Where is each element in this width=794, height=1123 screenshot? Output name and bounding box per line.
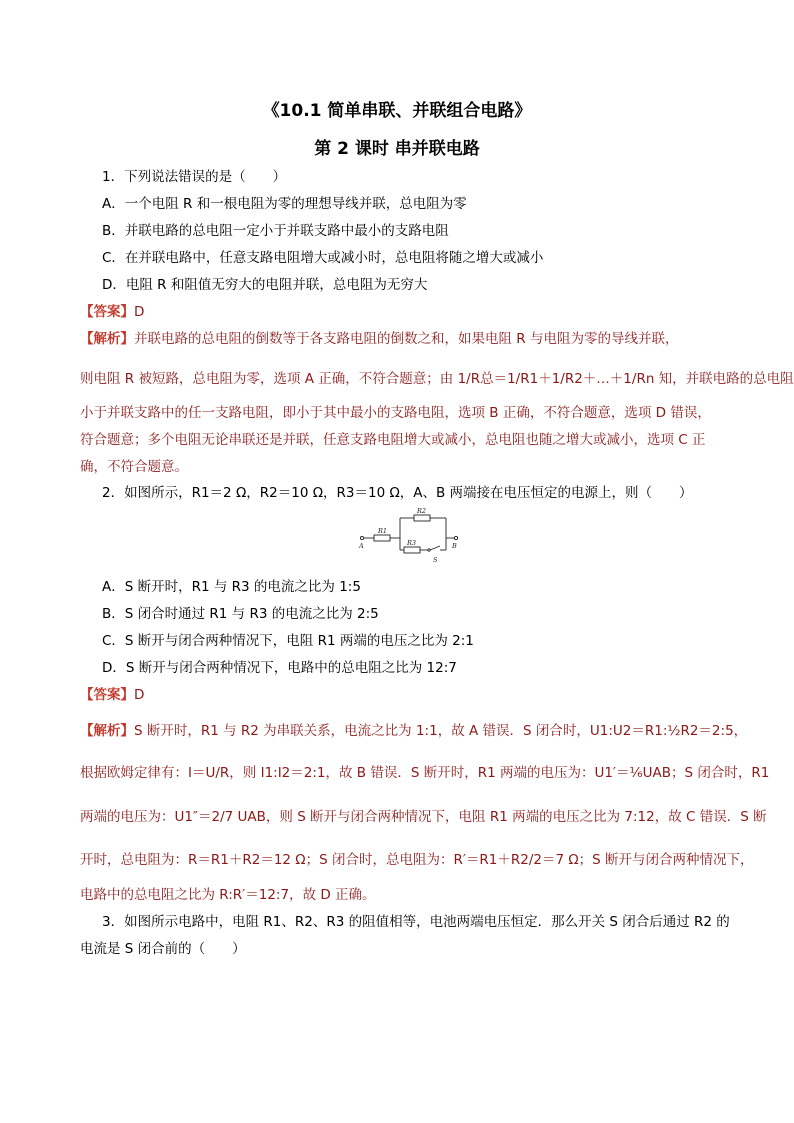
explanation-text: S 断开时，R1 与 R2 为串联关系，电流之比为 1:1，故 A 错误．S 闭合时，U1:U2＝R1:½R2＝2:5，: [134, 723, 748, 739]
explanation-text: 并联电路的总电阻的倒数等于各支路电阻的倒数之和，如果电阻 R 与电阻为零的导线并联，: [134, 331, 679, 347]
q1-stem: 1．下列说法错误的是（ ）: [102, 169, 287, 185]
q2-explanation-line-3: 两端的电压为：U1″＝2/7 UAB，则 S 断开与闭合两种情况下，电阻 R1 两端的电压之比为 7:12，故 C 错误．S 断: [80, 809, 767, 825]
q3-stem-line-2: 电流是 S 闭合前的（ ）: [80, 941, 246, 957]
q2-explanation-line-4: 开时，总电阻为：R＝R1＋R2＝12 Ω；S 闭合时，总电阻为：R′＝R1＋R2/2＝7 Ω；S 断开与闭合两种情况下，: [80, 852, 754, 868]
q1-option-c: C．在并联电路中，任意支路电阻增大或减小时，总电阻将随之增大或减小: [102, 250, 544, 266]
q1-explanation-line-3: 小于并联支路中的任一支路电阻，即小于其中最小的支路电阻，选项 B 正确，不符合题意，选项 D 错误，: [80, 405, 711, 421]
answer-value: D: [134, 304, 145, 320]
q2-explanation-line-2: 根据欧姆定律有：I＝U/R，则 I1:I2＝2:1，故 B 错误．S 断开时，R1 两端的电压为：U1′＝⅙UAB；S 闭合时，R1: [80, 765, 770, 781]
q3-stem-line-1: 3．如图所示电路中，电阻 R1、R2、R3 的阻值相等，电池两端电压恒定．那么开关 S 闭合后通过 R2 的: [102, 914, 730, 930]
switch-s: [430, 546, 440, 550]
answer-tag: 【答案】: [80, 304, 134, 320]
q2-option-d: D．S 断开与闭合两种情况下，电路中的总电阻之比为 12:7: [102, 660, 457, 676]
q1-explanation-line-4: 符合题意；多个电阻无论串联还是并联，任意支路电阻增大或减小，总电阻也随之增大或减小，选项 C 正: [80, 432, 706, 448]
q2-answer: [80, 686, 700, 704]
q2-option-b: B．S 闭合时通过 R1 与 R3 的电流之比为 2:5: [102, 606, 379, 622]
terminal-b-dot: [454, 536, 457, 539]
q1-answer: [80, 303, 700, 321]
q2-stem: 2．如图所示，R1＝2 Ω，R2＝10 Ω，R3＝10 Ω，A、B 两端接在电压恒定的电源上，则（ ）: [102, 485, 693, 501]
label-r1: R1: [378, 527, 388, 535]
answer-tag: 【答案】: [80, 687, 134, 703]
document-subtitle: 第 2 课时 串并联电路: [314, 139, 480, 159]
label-b: B: [452, 542, 457, 550]
label-r2: R2: [417, 507, 427, 515]
label-r3: R3: [407, 539, 417, 547]
q1-option-b: B．并联电路的总电阻一定小于并联支路中最小的支路电阻: [102, 223, 449, 239]
resistor-r1: [374, 535, 390, 541]
explanation-tag: 【解析】: [80, 723, 134, 739]
explanation-tag: 【解析】: [80, 331, 134, 347]
q1-explanation-line-2: 则电阻 R 被短路，总电阻为零，选项 A 正确，不符合题意；由 1/R总＝1/R1＋1/R2＋…＋1/Rn 知，并联电路的总电阻: [80, 371, 794, 387]
label-a: A: [359, 542, 364, 550]
q2-explanation-line-5: 电路中的总电阻之比为 R:R′＝12:7，故 D 正确。: [80, 887, 376, 903]
resistor-r3: [404, 547, 420, 553]
resistor-r2: [414, 515, 430, 521]
document-title: 《10.1 简单串联、并联组合电路》: [262, 101, 532, 121]
circuit-diagram: [358, 506, 462, 566]
label-s: S: [433, 556, 438, 564]
q1-explanation-line-1: [80, 330, 700, 348]
q2-option-c: C．S 断开与闭合两种情况下，电阻 R1 两端的电压之比为 2:1: [102, 633, 474, 649]
q2-explanation-line-1: [80, 722, 748, 740]
q1-option-a: A．一个电阻 R 和一根电阻为零的理想导线并联，总电阻为零: [102, 196, 467, 212]
switch-contact: [428, 549, 430, 551]
terminal-a-dot: [360, 536, 363, 539]
q2-option-a: A．S 断开时，R1 与 R3 的电流之比为 1:5: [102, 579, 361, 595]
q1-option-d: D．电阻 R 和阻值无穷大的电阻并联，总电阻为无穷大: [102, 277, 428, 293]
q1-explanation-line-5: 确，不符合题意。: [80, 459, 188, 475]
answer-value: D: [134, 687, 145, 703]
